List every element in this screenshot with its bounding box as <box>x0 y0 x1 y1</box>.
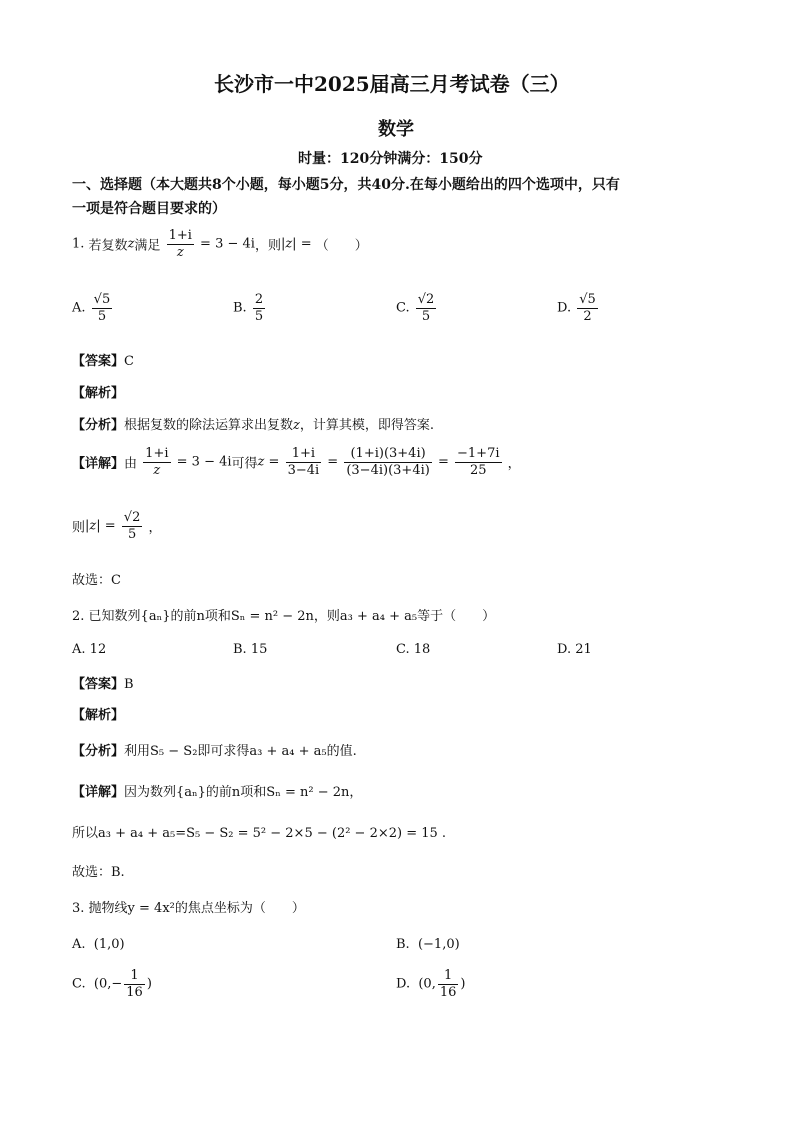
q2-fenxi-line <box>72 740 357 759</box>
q1-answer: C <box>124 354 134 369</box>
q3-option-a-label: A. <box>72 937 86 952</box>
exam-subject: 数学 <box>378 119 414 140</box>
q1-detail-f2-den: 3−4i <box>287 462 320 478</box>
q1-detail-f1-num: 1+i <box>145 446 169 461</box>
q1-modulus-post: ， <box>148 520 162 536</box>
q2-detail-line <box>72 781 362 800</box>
detail-tag: 【详解】 <box>72 785 125 800</box>
q3-option-d <box>396 968 465 1000</box>
q1-option-a <box>72 292 114 324</box>
q1-abs-z: |z| = <box>280 236 312 252</box>
q3-option-d-post: ) <box>460 976 466 992</box>
q2-answer: B <box>124 677 134 692</box>
q1-fenxi-text2: ，计算其模，即得答案. <box>299 418 435 433</box>
q1-conclusion: 故选：C <box>72 573 121 588</box>
q1-option-c-num: √2 <box>417 292 435 307</box>
q1-modulus-lhs: |z| = <box>85 518 116 534</box>
q3-option-c <box>72 968 152 1000</box>
q1-stem <box>72 228 368 260</box>
fenxi-tag: 【分析】 <box>72 418 125 433</box>
q2-stem <box>72 605 495 624</box>
q1-stem-mid: 满足 <box>134 238 161 254</box>
q3-stem <box>72 897 305 916</box>
q1-var-z: z <box>127 236 135 252</box>
q1-number: 1. <box>72 236 85 252</box>
q1-paren: （ ） <box>315 238 368 254</box>
section-heading-line2: 一项是符合题目要求的） <box>72 201 226 217</box>
q2-detail-line2: 所以a₃ + a₄ + a₅=S₅ − S₂ = 5² − 2×5 − (2² − 2×2) = 15 . <box>72 826 447 841</box>
q1-detail-f3-den: (3−4i)(3+4i) <box>346 462 430 478</box>
q1-detail-f4-den: 25 <box>469 462 487 478</box>
q3-option-b <box>396 937 460 952</box>
answer-tag: 【答案】 <box>72 354 125 369</box>
q1-option-c-label: C. <box>396 300 410 316</box>
q1-modulus-line <box>72 510 162 542</box>
q2-option-b-label: B. <box>233 642 247 657</box>
q1-fenxi-line <box>72 414 434 433</box>
q2-conclusion: 故选：B. <box>72 865 125 880</box>
q1-option-c-den: 5 <box>421 308 431 324</box>
q2-answer-line <box>72 673 134 692</box>
q3-option-c-pre: (0,− <box>93 976 123 992</box>
q1-fenxi-z: z <box>293 418 300 433</box>
q3-option-b-value: (−1,0) <box>417 937 460 952</box>
q1-detail-line: 【详解】由 $\frac{1+i}{z}$ = 3 − 4i可得z = $\frac{1+i}{3-4i}$ = $\frac{(1+i)(3+4i)}{(3-4i)(3+4i)}$ = $\frac{-1+7i}{25}$ ， <box>72 446 521 478</box>
q1-detail-f1-den: z <box>153 462 161 478</box>
q2-option-c-label: C. <box>396 642 410 657</box>
q1-frac-num: 1+i <box>168 228 192 243</box>
q1-modulus-num: √2 <box>123 510 141 525</box>
q3-option-b-label: B. <box>396 937 410 952</box>
q2-stem-text: 已知数列{aₙ}的前n项和Sₙ = n² − 2n，则a₃ + a₄ + a₅等于（ ） <box>88 609 496 624</box>
q1-fenxi-text: 根据复数的除法运算求出复数 <box>124 418 294 433</box>
q3-number: 3. <box>72 901 85 916</box>
q1-detail-f4-num: −1+7i <box>457 446 500 461</box>
q2-option-c <box>396 642 430 657</box>
q3-option-d-label: D. <box>396 976 411 992</box>
q1-option-a-label: A. <box>72 300 86 316</box>
q2-option-a <box>72 642 106 657</box>
q2-fenxi-text: 利用S₅ − S₂即可求得a₃ + a₄ + a₅的值. <box>124 744 357 759</box>
q1-analysis-tag: 【解析】 <box>72 386 125 401</box>
q3-option-d-num: 1 <box>438 968 459 985</box>
q1-option-a-num: √5 <box>93 292 111 307</box>
q1-modulus-pre: 则 <box>72 520 86 536</box>
q1-stem-post: ，则 <box>254 238 281 254</box>
q3-option-d-pre: (0, <box>418 976 436 992</box>
q1-option-d-den: 2 <box>583 308 592 324</box>
q2-option-b <box>233 642 267 657</box>
q1-frac <box>167 228 194 260</box>
q2-detail-text: 因为数列{aₙ}的前n项和Sₙ = n² − 2n， <box>124 785 363 800</box>
fenxi-tag: 【分析】 <box>72 744 125 759</box>
q1-detail-mid: 可得 <box>231 456 258 472</box>
q1-option-b-num: 2 <box>254 292 264 307</box>
q2-number: 2. <box>72 609 85 624</box>
q1-frac-den: z <box>176 244 184 260</box>
q1-detail-eq1: = 3 − 4i <box>176 454 232 470</box>
q3-option-a-value: (1,0) <box>93 937 125 952</box>
q3-option-c-label: C. <box>72 976 86 992</box>
q2-analysis-tag: 【解析】 <box>72 708 125 723</box>
q1-option-b-den: 5 <box>254 308 264 324</box>
q1-answer-line <box>72 350 134 369</box>
q1-option-a-den: 5 <box>97 308 107 324</box>
exam-title: 长沙市一中2025届高三月考试卷（三） <box>214 72 570 96</box>
q1-option-d-label: D. <box>557 300 572 316</box>
q2-option-a-value: 12 <box>89 642 107 657</box>
section-heading-line1: 一、选择题（本大题共8个小题，每小题5分，共40分.在每小题给出的四个选项中，只有 <box>72 177 620 193</box>
q2-option-b-value: 15 <box>250 642 268 657</box>
q3-stem-text: 抛物线y = 4x²的焦点坐标为（ ） <box>88 901 305 916</box>
q1-detail-z-eq: z = <box>257 454 280 470</box>
q2-option-c-value: 18 <box>413 642 431 657</box>
q3-option-c-num: 1 <box>124 968 145 985</box>
q1-detail-f2-num: 1+i <box>286 446 322 463</box>
detail-tag: 【详解】 <box>72 456 125 472</box>
q3-option-c-den: 16 <box>126 984 143 1000</box>
q3-option-a <box>72 937 125 952</box>
q1-stem-pre: 若复数 <box>88 238 128 254</box>
q1-option-b <box>233 292 267 324</box>
exam-time-info: 时量：120分钟满分：150分 <box>298 151 483 167</box>
answer-tag: 【答案】 <box>72 677 125 692</box>
q2-option-d <box>557 642 592 657</box>
q1-detail-f3-num: (1+i)(3+4i) <box>344 446 431 463</box>
q1-detail-pre: 由 <box>124 456 138 472</box>
q2-option-a-label: A. <box>72 642 86 657</box>
q2-option-d-value: 21 <box>575 642 592 657</box>
q1-detail-comma: ， <box>507 456 521 472</box>
q1-option-d <box>557 292 600 324</box>
q1-option-c <box>396 292 438 324</box>
q1-eq-rhs: = 3 − 4i <box>200 236 255 252</box>
q1-option-d-num: √5 <box>579 292 596 307</box>
q2-option-d-label: D. <box>557 642 572 657</box>
q3-option-c-post: ) <box>146 976 152 992</box>
q3-option-d-den: 16 <box>439 984 457 1000</box>
q1-modulus-den: 5 <box>127 526 137 542</box>
q1-option-b-label: B. <box>233 300 247 316</box>
